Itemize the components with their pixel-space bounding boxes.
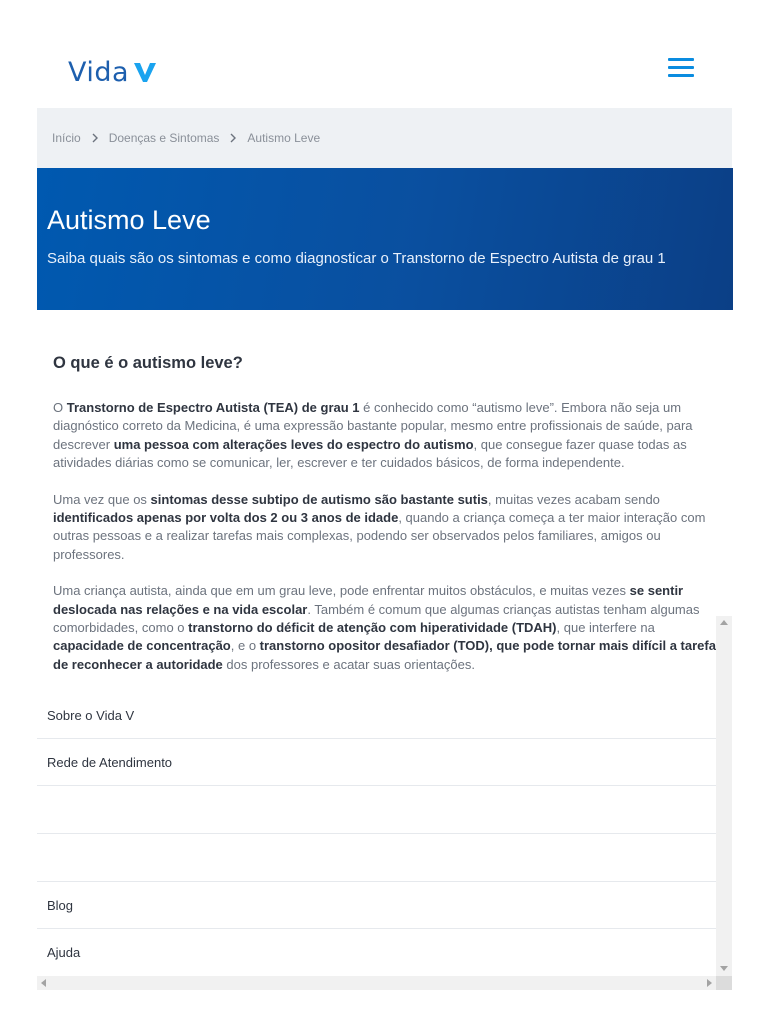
bold-text: identificados apenas por volta dos 2 ou 3 anos de idade: [53, 510, 399, 526]
bold-text: transtorno opositor desafiador (TOD), que pode tornar mais difícil a tarefa de reconhecer a autoridade: [53, 638, 716, 672]
footer-item-ajuda[interactable]: Ajuda: [47, 945, 81, 960]
text: Uma vez que os: [53, 491, 151, 507]
bold-text: Transtorno de Espectro Autista (TEA) de grau 1: [66, 400, 360, 415]
chevron-right-icon: [88, 133, 102, 143]
scroll-down-arrow-icon[interactable]: [720, 966, 728, 971]
bold-text: transtorno do déficit de atenção com hiperatividade (TDAH): [188, 620, 557, 636]
breadcrumb: [37, 108, 732, 168]
footer-item-rede-de-atendimento[interactable]: Rede de Atendimento: [37, 739, 717, 786]
vida-v-logo[interactable]: [68, 55, 158, 89]
scroll-right-arrow-icon[interactable]: [707, 979, 712, 987]
text: , quando a criança começa a ter maior interação com outras pessoas e a realizar tarefas mais complexas, podendo ser observados pelos familiares, amigos ou professores.: [53, 510, 706, 562]
page-subtitle: Saiba quais são os sintomas e como diagnosticar o Transtorno de Espectro Autista de grau 1: [47, 250, 666, 267]
scrollbar-corner: [716, 976, 732, 990]
section-heading: O que é o autismo leve?: [53, 354, 243, 372]
breadcrumb-current: Autismo Leve: [247, 131, 321, 145]
logo-v-mark-icon: [132, 59, 158, 85]
hamburger-menu-icon[interactable]: [668, 58, 694, 84]
logo-text: Vida: [68, 56, 130, 88]
breadcrumb-doencas-e-sintomas[interactable]: Doenças e Sintomas: [108, 131, 220, 145]
article-body: [53, 354, 719, 692]
paragraph-2: [53, 491, 719, 565]
scroll-left-arrow-icon[interactable]: [41, 979, 46, 987]
scroll-up-arrow-icon[interactable]: [720, 620, 728, 625]
bold-text: se sentir deslocada nas relações e na vida escolar: [53, 583, 684, 617]
bold-text: uma pessoa com alterações leves do espectro do autismo: [113, 436, 474, 452]
text: , que interfere na: [556, 620, 655, 636]
bold-text: sintomas desse subtipo de autismo são bastante sutis: [150, 491, 488, 507]
text: , e o: [230, 638, 260, 654]
text: é conhecido como “autismo leve”. Embora não seja um diagnóstico correto da Medicina, é uma expressão bastante popular, mesmo entre profissionais de saúde, para descrever: [53, 400, 693, 452]
chevron-right-icon: [226, 133, 240, 143]
text: . Também é comum que algumas crianças autistas tenham algumas comorbidades, como o: [53, 601, 700, 636]
bold-text: capacidade de concentração: [53, 638, 231, 654]
horizontal-scrollbar[interactable]: [37, 976, 716, 990]
top-bar: [0, 0, 768, 108]
breadcrumb-inicio[interactable]: Início: [52, 131, 81, 145]
text: O: [53, 400, 67, 415]
text: , que consegue fazer quase todas as atividades diárias como se comunicar, ler, escrever e ter cuidados básicos, de forma independente.: [53, 436, 687, 471]
footer-item-blog[interactable]: Blog: [37, 882, 717, 929]
paragraph-1: [53, 399, 719, 473]
footer-item-empty[interactable]: [37, 834, 717, 882]
page-title: Autismo Leve: [47, 205, 211, 235]
footer-item-sobre-o-vida-v[interactable]: Sobre o Vida V: [37, 692, 717, 739]
footer-item-empty[interactable]: [37, 786, 717, 834]
hero-banner: [37, 168, 733, 310]
footer-menu: [37, 692, 717, 976]
text: dos professores e acatar suas orientações.: [222, 656, 475, 672]
paragraph-3: [53, 582, 719, 674]
vertical-scrollbar[interactable]: [716, 616, 732, 976]
text: Uma criança autista, ainda que em um grau leve, pode enfrentar muitos obstáculos, e muitas vezes: [53, 583, 630, 599]
text: , muitas vezes acabam sendo: [487, 491, 660, 507]
